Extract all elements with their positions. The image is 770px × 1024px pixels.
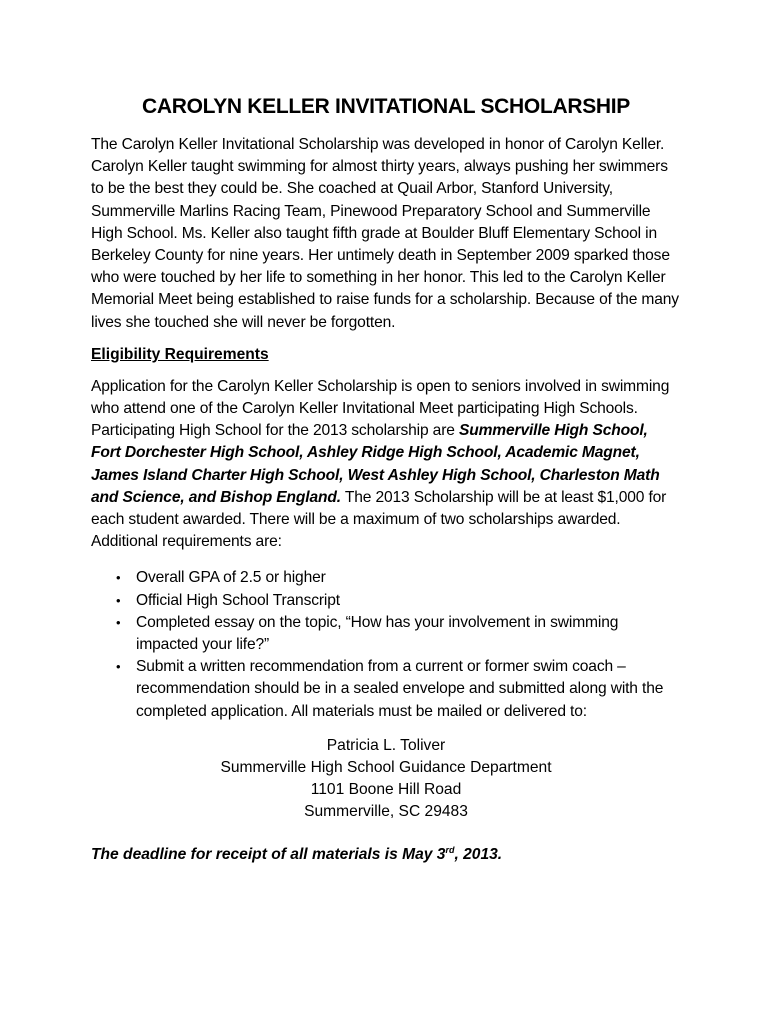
deadline-superscript: rd [445, 844, 455, 855]
bullet-icon: • [116, 614, 121, 630]
deadline-prefix: The deadline for receipt of all materials is May 3 [91, 845, 446, 863]
deadline-suffix: , 2013. [454, 845, 503, 863]
requirement-item [116, 656, 681, 723]
requirement-item [116, 612, 681, 656]
address-name: Patricia L. Toliver [326, 736, 446, 754]
deadline-notice [91, 844, 681, 866]
address-city: Summerville, SC 29483 [304, 803, 468, 821]
requirement-text: Submit a written recommendation from a current or former swim coach – recommendation should be in a sealed envelope and submitted along with the completed application. All materials must be mailed or delivered to: [136, 658, 664, 720]
intro-paragraph: The Carolyn Keller Invitational Scholarship was developed in honor of Carolyn Keller. Carolyn Keller taught swimming for almost thirty years, always pushing her swimmers to be the best they could be. She coached at Quail Arbor, Stanford University, Summerville Marlins Racing Team, Pinewood Preparatory School and Summerville High School. Ms. Keller also taught fifth grade at Boulder Bluff Elementary School in Berkeley County for nine years. Her untimely death in September 2009 sparked those who were touched by her life to something in her honor. This led to the Carolyn Keller Memorial Meet being established to raise funds for a scholarship. Because of the many lives she touched she will never be forgotten. [91, 136, 679, 331]
document-page [91, 92, 681, 866]
eligibility-paragraph [91, 376, 681, 554]
address-street: 1101 Boone Hill Road [310, 781, 462, 799]
address-department: Summerville High School Guidance Department [220, 759, 552, 777]
bullet-icon: • [116, 659, 121, 675]
eligibility-text-2: The 2013 Scholarship will be at least $1,000 for each student awarded. There will be a maximum of two scholarships awarded. Additional requirements are: [91, 488, 667, 551]
eligibility-heading: Eligibility Requirements [91, 345, 269, 363]
requirements-list [91, 567, 681, 722]
requirement-text: Overall GPA of 2.5 or higher [136, 569, 326, 587]
bullet-icon: • [116, 592, 121, 608]
page-title: CAROLYN KELLER INVITATIONAL SCHOLARSHIP [141, 95, 631, 118]
requirement-item [116, 590, 681, 612]
requirement-item [116, 567, 681, 589]
requirement-text: Completed essay on the topic, “How has your involvement in swimming impacted your life?” [136, 613, 619, 654]
participating-schools: Summerville High School, Fort Dorchester High School, Ashley Ridge High School, Academic Magnet, James Island Charter High School, West Ashley High School, Charleston Math and Science, and Bishop England. [91, 422, 660, 506]
requirement-text: Official High School Transcript [136, 591, 340, 609]
bullet-icon: • [116, 570, 121, 586]
mailing-address [91, 735, 681, 824]
eligibility-text-1: Application for the Carolyn Keller Scholarship is open to seniors involved in swimming who attend one of the Carolyn Keller Invitational Meet participating High Schools. Participating High School for the 2013 scholarship are [91, 377, 670, 440]
